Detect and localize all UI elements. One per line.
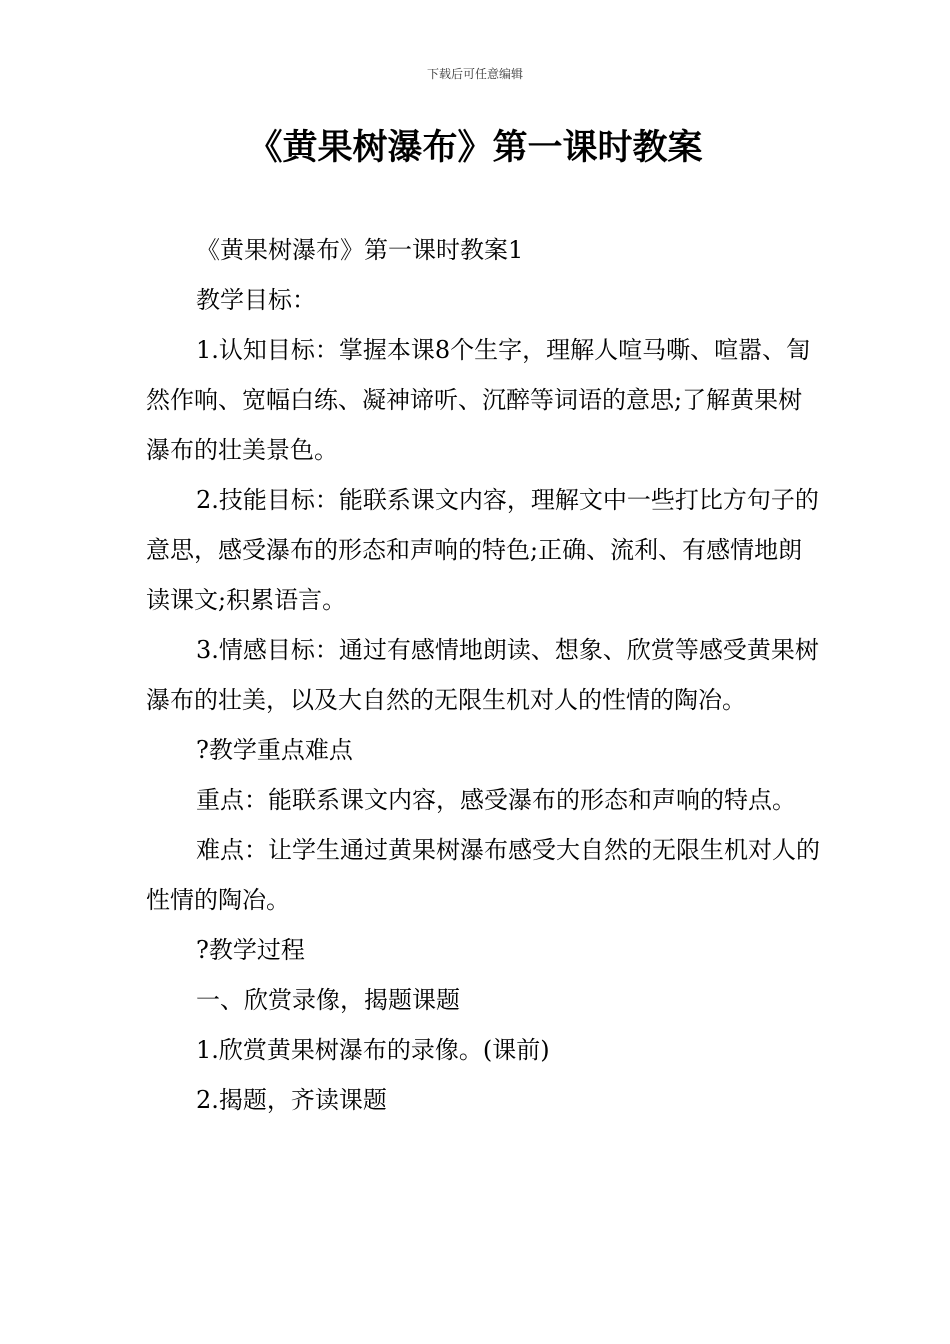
paragraph-cognitive-objective: 1.认知目标：掌握本课8个生字，理解人喧马嘶、喧嚣、訇然作响、宽幅白练、凝神谛听、沉醉等词语的意思;了解黄果树瀑布的壮美景色。 [146, 336, 811, 464]
paragraph-emotional-objective: 3.情感目标：通过有感情地朗读、想象、欣赏等感受黄果树瀑布的壮美，以及大自然的无限生机对人的性情的陶冶。 [146, 636, 819, 714]
paragraph-step-one-item-1: 1.欣赏黄果树瀑布的录像。(课前) [196, 1036, 550, 1064]
paragraph-key-point: 重点：能联系课文内容，感受瀑布的形态和声响的特点。 [196, 786, 796, 814]
page-header-note: 下载后可任意编辑 [426, 67, 523, 81]
document-body [146, 225, 826, 1125]
paragraph-skill-objective: 2.技能目标：能联系课文内容，理解文中一些打比方句子的意思，感受瀑布的形态和声响的特色;正确、流利、有感情地朗读课文;积累语言。 [146, 486, 819, 614]
paragraph-objectives-heading: 教学目标： [196, 286, 316, 314]
paragraph-step-one-item-2: 2.揭题，齐读课题 [196, 1086, 387, 1114]
paragraph-process-heading: ?教学过程 [196, 936, 305, 964]
paragraph-subtitle: 《黄果树瀑布》第一课时教案1 [196, 236, 524, 264]
document-title: 《黄果树瀑布》第一课时教案 [247, 128, 703, 168]
paragraph-step-one-heading: 一、欣赏录像，揭题课题 [196, 986, 460, 1014]
paragraph-difficulty: 难点：让学生通过黄果树瀑布感受大自然的无限生机对人的性情的陶冶。 [146, 836, 820, 914]
paragraph-key-points-heading: ?教学重点难点 [196, 736, 353, 764]
